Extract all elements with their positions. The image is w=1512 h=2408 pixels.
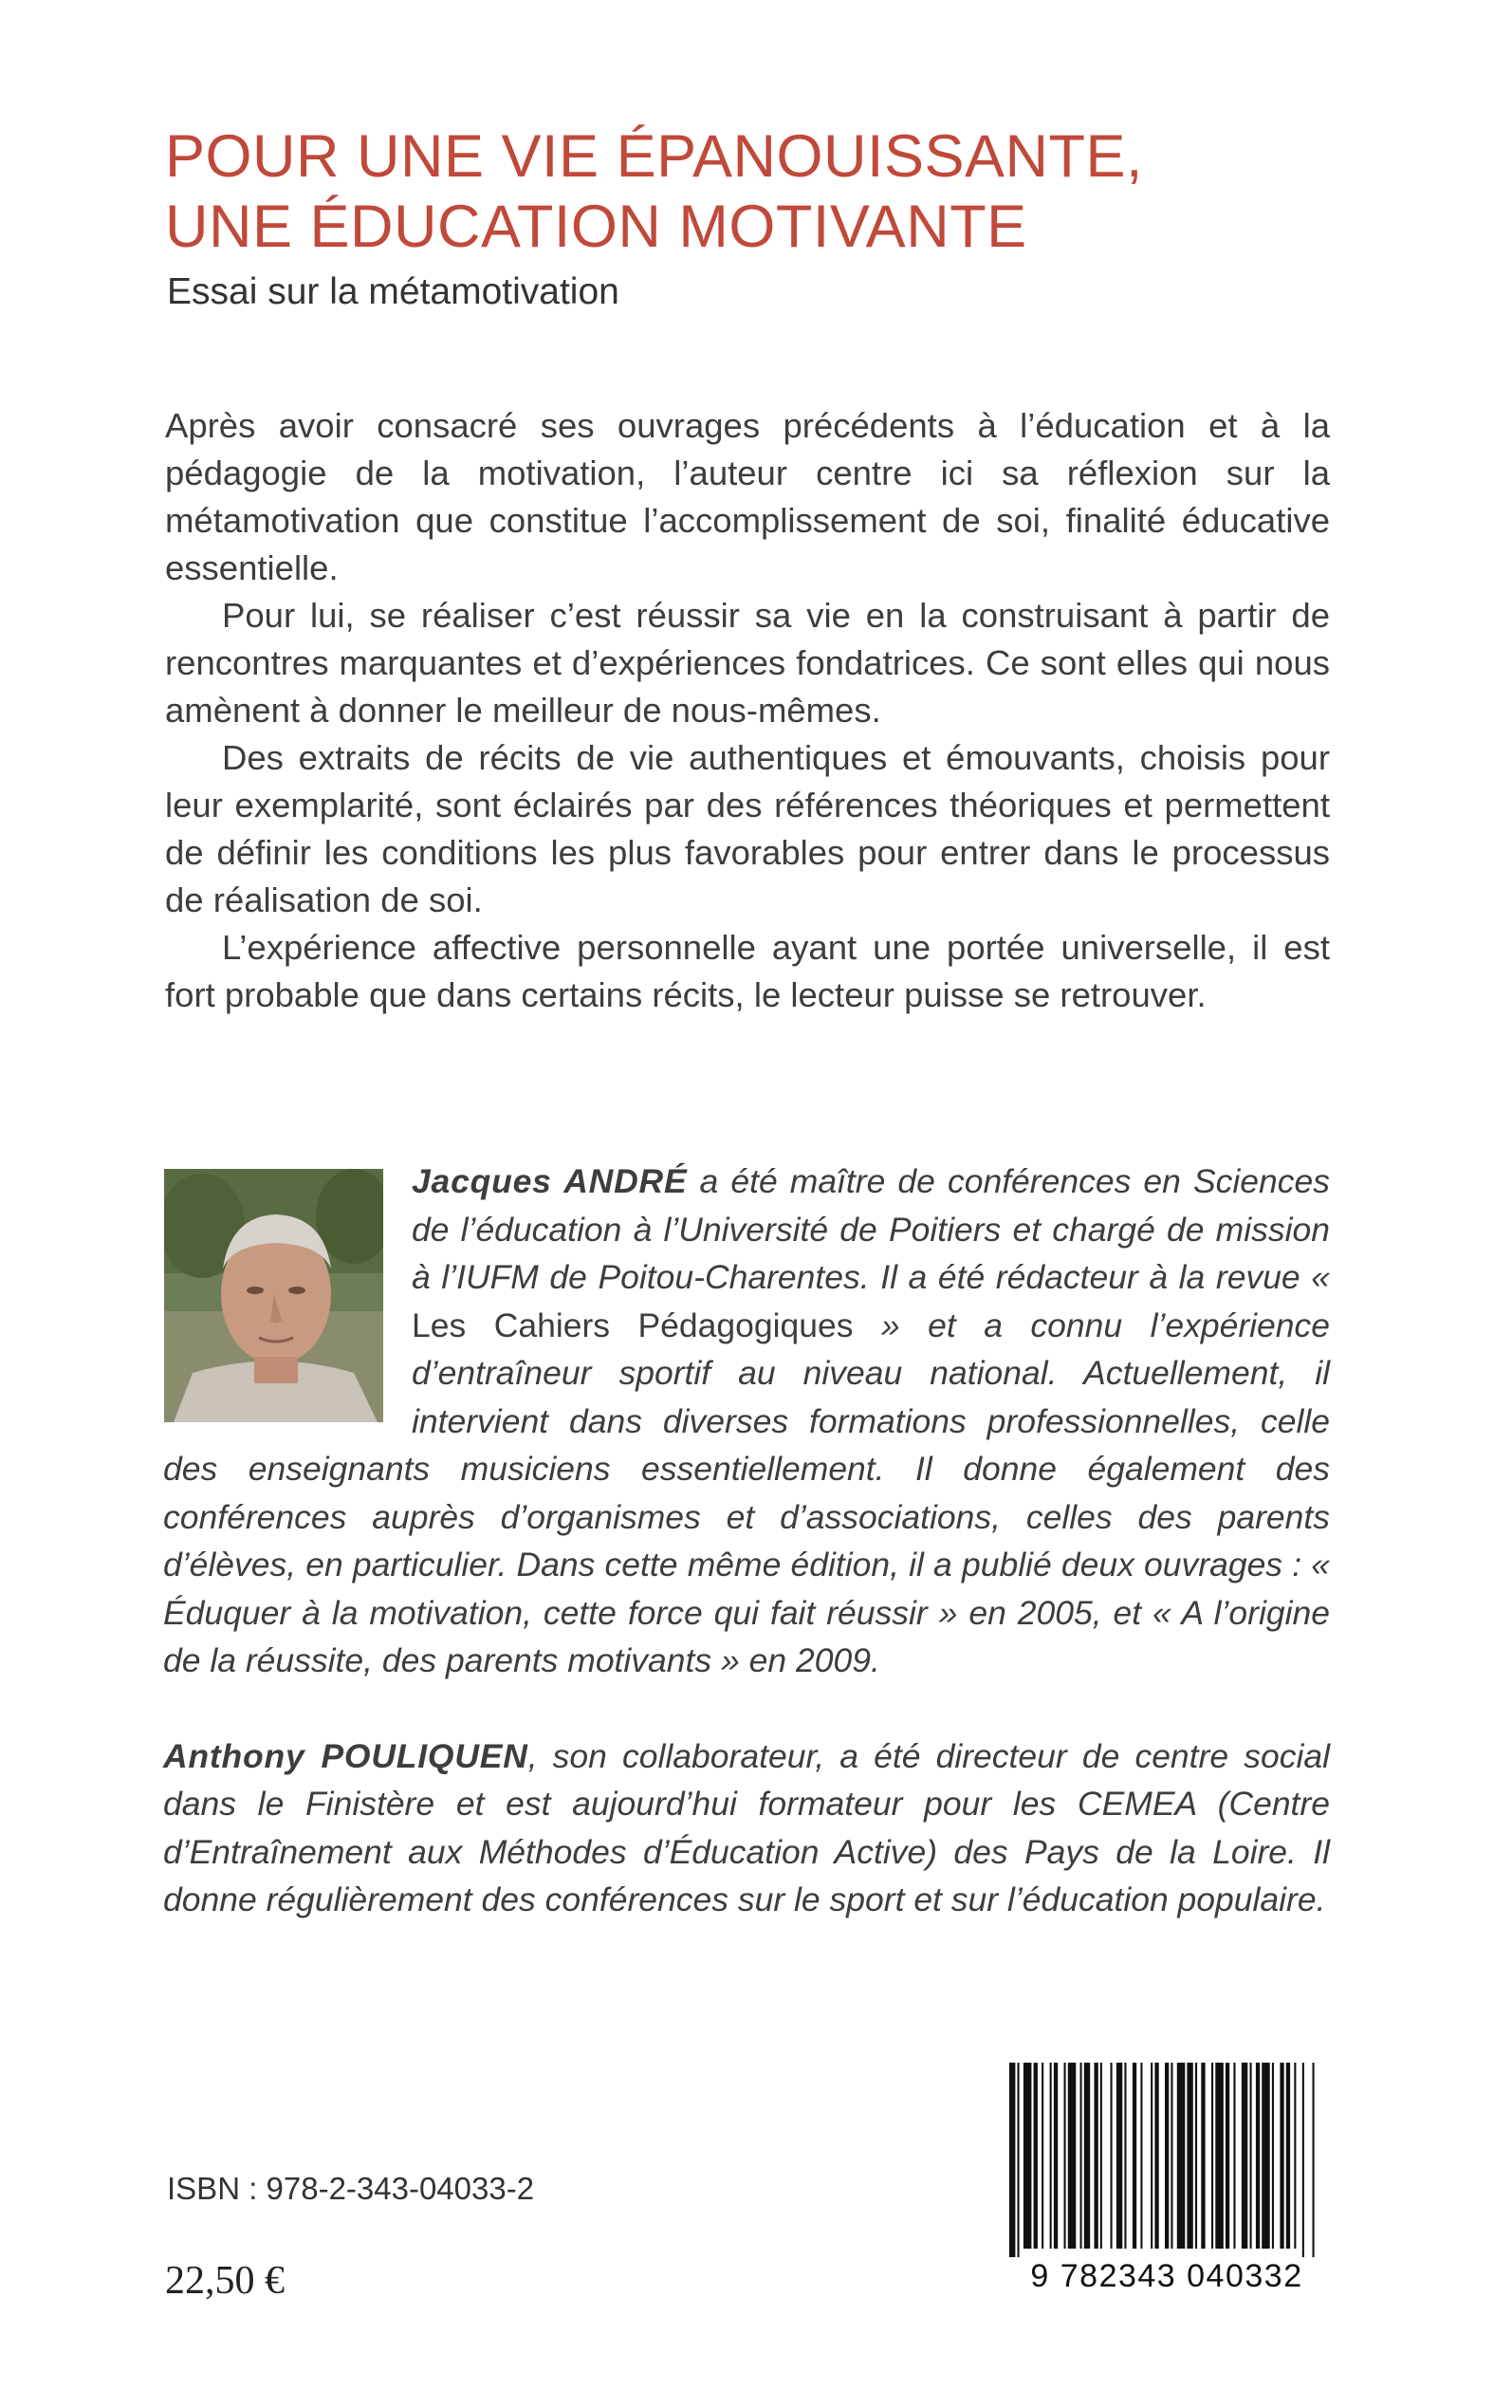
barcode-bar xyxy=(1250,2063,1252,2249)
barcode-bar xyxy=(1080,2063,1082,2249)
barcode-bar xyxy=(1064,2063,1066,2249)
book-subtitle: Essai sur la métamotivation xyxy=(167,271,619,312)
price: 22,50 € xyxy=(165,2259,285,2303)
barcode-bar xyxy=(1272,2063,1274,2249)
barcode-bar xyxy=(1195,2063,1197,2249)
barcode-bar xyxy=(1177,2063,1186,2249)
barcode-bar xyxy=(1023,2063,1032,2249)
barcode-bar xyxy=(1187,2063,1192,2249)
isbn: ISBN : 978-2-343-04033-2 xyxy=(167,2171,535,2206)
barcode-bar xyxy=(1171,2063,1172,2249)
author2-bio-text: , son collaborateur, a été directeur de centre social dans le Finistère et est aujourd’hui formateur pour les CEMEA (Centre d’Entraînement aux Méthodes d’Éducation Active) des Pays de la Loire. Il donne régulièrement des conférences sur le sport et sur l’éducation populaire. xyxy=(163,1736,1330,1918)
barcode-bar xyxy=(1009,2063,1015,2257)
barcode xyxy=(1004,2059,1330,2306)
book-title xyxy=(165,121,1143,262)
author1-bio-part1: a été maître de conférences en Sciences de l’éducation à l’Université de Poitiers et chargé de mission à l’IUFM de Poitou-Charentes. Il a été rédacteur à la revue « xyxy=(412,1162,1331,1296)
barcode-bar xyxy=(1286,2063,1290,2249)
barcode-bar xyxy=(1242,2063,1247,2249)
barcode-bar xyxy=(1226,2063,1229,2249)
barcode-bar xyxy=(1140,2063,1142,2249)
barcode-bar xyxy=(1165,2063,1169,2249)
author-portrait-image xyxy=(164,1169,383,1422)
author2-bio xyxy=(163,1732,1330,1924)
barcode-bar xyxy=(1050,2063,1052,2249)
summary-paragraph: L’expérience affective personnelle ayant une portée universelle, il est fort probable que dans certains récits, le lecteur puisse se retrouver. xyxy=(165,928,1330,1014)
summary-paragraph: Des extraits de récits de vie authentiques et émouvants, choisis pour leur exemplarité, sont éclairés par des références théoriques et permettent de définir les conditions les plus favorables pour entrer dans le processus de réalisation de soi. xyxy=(165,738,1330,919)
author2-name: Anthony POULIQUEN xyxy=(163,1736,528,1775)
author-photo xyxy=(164,1169,383,1422)
barcode-bar xyxy=(1211,2063,1213,2249)
barcode-bar xyxy=(1133,2063,1136,2249)
barcode-bar xyxy=(1018,2063,1020,2257)
barcode-bar xyxy=(1233,2063,1235,2249)
barcode-bar xyxy=(1302,2063,1304,2257)
barcode-bar xyxy=(1262,2063,1270,2249)
barcode-bar xyxy=(1100,2063,1102,2249)
barcode-bar xyxy=(1095,2063,1098,2249)
barcode-bar xyxy=(1151,2063,1152,2249)
barcode-bar xyxy=(1280,2063,1283,2249)
barcode-bar xyxy=(1111,2063,1113,2249)
barcode-digits: 9 782343 040332 xyxy=(1030,2258,1303,2294)
barcode-bar xyxy=(1215,2063,1224,2249)
title-line-2: UNE ÉDUCATION MOTIVANTE xyxy=(165,194,1027,260)
barcode-bar xyxy=(1124,2063,1126,2249)
barcode-bar xyxy=(1256,2063,1260,2249)
barcode-bar xyxy=(1084,2063,1090,2249)
barcode-bar xyxy=(1313,2063,1315,2257)
barcode-bar xyxy=(1154,2063,1158,2249)
barcode-bar xyxy=(1054,2063,1058,2249)
barcode-bar xyxy=(1201,2063,1205,2249)
title-line-1: POUR UNE VIE ÉPANOUISSANTE, xyxy=(165,123,1144,190)
book-summary xyxy=(165,402,1330,1019)
summary-paragraph: Pour lui, se réaliser c’est réussir sa vie en la construisant à partir de rencontres marquantes et d’expériences fondatrices. Ce sont elles qui nous amènent à donner le meilleur de nous-mêmes. xyxy=(165,596,1330,730)
barcode-bar xyxy=(1034,2063,1038,2249)
journal-title: Les Cahiers Pédagogiques xyxy=(412,1306,854,1344)
barcode-bar xyxy=(1116,2063,1122,2249)
summary-paragraph: Après avoir consacré ses ouvrages précédents à l’éducation et à la pédagogie de la motivation, l’auteur centre ici sa réflexion sur la métamotivation que constitue l’accomplissement de soi, finalité éducative essentielle. xyxy=(165,406,1330,587)
barcode-bar xyxy=(1068,2063,1077,2249)
author1-bio-part2: » et a connu l’expérience d’entraîneur sportif au niveau national. Actuellement, il intervient dans diverses formations professionnelles, celle des enseignants musiciens essentiellement. Il donne également des conférences auprès d’organismes et d’associations, celles des parents d’élèves, en particulier. Dans cette même édition, il a publié deux ouvrages : « Éduquer à la motivation, cette force qui fait réussir » en 2005, et « A l’origine de la réussite, des parents motivants » en 2009. xyxy=(163,1306,1331,1679)
barcode-bar xyxy=(1042,2063,1043,2249)
barcode-bars xyxy=(1004,2059,1330,2258)
author1-name: Jacques ANDRÉ xyxy=(412,1162,688,1200)
barcode-bar xyxy=(1294,2063,1296,2249)
